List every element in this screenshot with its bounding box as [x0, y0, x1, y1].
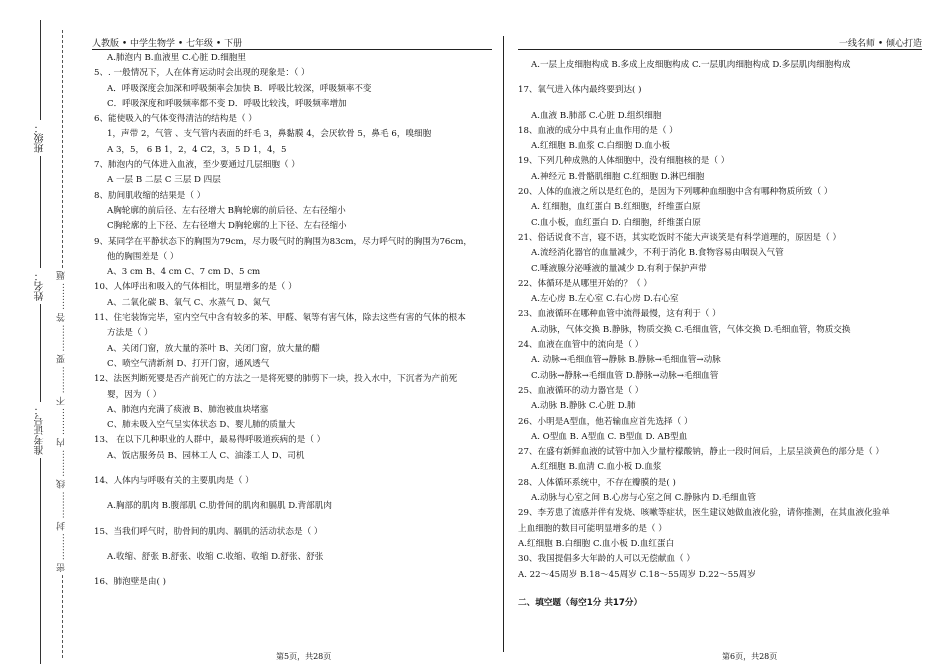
question-line: 16、肺泡壁是由( ): [94, 577, 166, 588]
question-line: 10、人体呼出和吸入的气体相比，明显增多的是（ ）: [94, 282, 297, 293]
question-line: A、饭店服务员 B、园林工人 C、油漆工人 D、司机: [107, 450, 305, 461]
section-heading: 二、填空题（每空1分 共17分）: [518, 597, 643, 608]
spacer: [518, 583, 918, 596]
question-line: 7、肺泡内的气体进入血液，至少要通过几层细胞（ ）: [94, 160, 300, 171]
question-line: 27、在盛有新鲜血液的试管中加入少量柠檬酸钠，静止一段时间后，上层呈淡黄色的部分是（ ）: [518, 447, 885, 458]
question-line: 26、小明是A型血，他若输血应首先选择（ ）: [518, 416, 693, 427]
class-label: 班级：: [33, 120, 48, 156]
question-line: A.红细胞 B.血浆 C.白细胞 D.血小板: [531, 141, 671, 152]
question-line: C．呼吸深度和呼吸频率都不变 D．呼吸比较浅，呼吸频率增加: [107, 98, 347, 109]
question-line: A、肺泡内充满了痰液 B、肺泡被血块堵塞: [107, 404, 269, 415]
question-line: A．呼吸深度会加深和呼吸频率会加快 B．呼吸比较深，呼吸频率不变: [107, 83, 372, 94]
question-line: A胸轮廓的前后径、左右径增大 B胸轮廓的前后径、左右径缩小: [107, 205, 346, 216]
binding-gutter: [0, 0, 78, 672]
page-number-left: 第5页，共28页: [276, 652, 332, 661]
question-line: A.动脉，气体交换 B.静脉，物质交换 C.毛细血管，气体交换 D.毛细血管，物质交换: [531, 324, 851, 335]
question-line: A. 动脉→毛细血管→静脉 B.静脉→毛细血管→动脉: [531, 355, 721, 366]
question-line: 25、血液循环的动力器官是（ ）: [518, 385, 644, 396]
question-line: 24、血液在血管中的流向是（ ）: [518, 340, 644, 351]
question-line: 29、李芳患了流感并伴有发烧、咳嗽等症状，医生建议她做血液化验，请你推测，在其血液化验单: [518, 508, 890, 519]
question-line: A、二氧化碳 B、氧气 C、水蒸气 D、氮气: [107, 297, 271, 308]
spacer: [94, 540, 492, 550]
header-right: 一线名师 • 倾心打造: [518, 36, 922, 50]
column-divider: [503, 36, 504, 652]
question-line: A、3 cm B、4 cm C、7 cm D、5 cm: [107, 267, 261, 278]
question-line: 1，声带 2，气管 、支气管内表面的纤毛 3，鼻黏膜 4，会厌软骨 5，鼻毛 6，嗅细胞: [107, 129, 432, 140]
question-line: A.收缩、舒张 B.舒张、收缩 C.收缩、收缩 D.舒张、舒张: [107, 551, 324, 562]
spacer: [518, 99, 918, 109]
question-line: A.流经消化器官的血量减少，不利于消化 B.食物容易由咽误入气管: [531, 248, 784, 259]
question-line: 28、人体循环系统中，不存在瓣膜的是( ): [518, 477, 676, 488]
question-line: 11、住宅装饰完毕，室内空气中含有较多的苯、甲醛、氡等有害气体，除去这些有害的气体的根本: [94, 313, 466, 324]
seal-marks: 密 ……… 封 ……… 线 ……… 内 ……… 不 ……… 要 ……… 答 ……… 题: [55, 268, 68, 575]
name-label: 姓名：: [33, 268, 48, 304]
question-line: A. 红细胞，血红蛋白 B.红细胞，纤维蛋白原: [531, 202, 701, 213]
question-line: 20、人体的血液之所以是红色的，是因为下列哪种血细胞中含有哪种物质所致（ ）: [518, 187, 833, 198]
question-line: A.血液 B.肺部 C.心脏 D.组织细胞: [531, 110, 662, 121]
question-line: A.肺泡内 B.血液里 C.心脏 D.细胞里: [107, 53, 247, 63]
question-line: 6、能使吸入的气体变得清洁的结构是（ ）: [94, 114, 257, 125]
question-line: 9、某同学在平静状态下的胸围为79cm，尽力吸气时的胸围为83cm，尽力呼气时的胸围为76cm，: [94, 236, 472, 247]
question-line: 21、俗话说食不言，寝不语，其实吃饭时不能大声谈笑是有科学道理的，原因是（ ）: [518, 232, 842, 243]
question-line: 婴，因为（ ）: [107, 389, 162, 400]
question-line: 22、体循环是从哪里开始的？（ ）: [518, 278, 652, 289]
question-line: A. O型血 B. A型血 C. B型血 D. AB型血: [531, 431, 688, 442]
question-line: C、肺未吸入空气呈实体状态 D、婴儿肺的质量大: [107, 420, 296, 431]
question-line: C.动脉→静脉→毛细血管 D.静脉→动脉→毛细血管: [531, 370, 719, 381]
exam-number-label: 准考证号：: [33, 402, 48, 458]
question-line: C.唾液腺分泌唾液的量减少 D.有利于保护声带: [531, 263, 707, 274]
spacer: [94, 464, 492, 474]
question-line: 他的胸围差是（ ）: [107, 251, 179, 262]
spacer: [94, 515, 492, 525]
question-line: 18、血液的成分中具有止血作用的是（ ）: [518, 125, 678, 136]
question-line: A. 22～45周岁 B.18～45周岁 C.18～55周岁 D.22～55周岁: [518, 569, 756, 580]
question-line: A.动脉与心室之间 B.心房与心室之间 C.静脉内 D.毛细血管: [531, 493, 756, 504]
spacer: [94, 565, 492, 575]
question-line: C.血小板，血红蛋白 D. 白细胞，纤维蛋白原: [531, 217, 701, 228]
question-line: A 3，5， 6 B 1，2，4 C2，3，5 D 1，4，5: [107, 144, 287, 155]
question-line: C、喷空气清新剂 D、打开门窗，通风透气: [107, 358, 270, 369]
question-line: 上血细胞的数目可能明显增多的是（ ）: [518, 523, 667, 534]
spacer: [94, 489, 492, 499]
question-line: 23、血液循环在哪种血管中流得最慢，这有利于（ ）: [518, 309, 721, 320]
question-line: 15、当我们呼气时，肋骨间的肌肉、膈肌的活动状态是（ ）: [94, 526, 323, 537]
header-left: 人教版 • 中学生物学 • 七年级 • 下册: [92, 36, 492, 50]
question-line: A.神经元 B.骨骼肌细胞 C.红细胞 D.淋巴细胞: [531, 171, 705, 182]
question-line: 17、氧气进入体内最终要到达( ): [518, 85, 642, 96]
question-line: 14、人体内与呼吸有关的主要肌肉是（ ）: [94, 476, 254, 487]
question-line: 8、肋间肌收缩的结果是（ ）: [94, 190, 206, 201]
question-line: 30、我国提倡多大年龄的人可以无偿献血（ ）: [518, 554, 695, 565]
gutter-line: [40, 20, 41, 664]
question-line: 5、. 一般情况下，人在体育运动时会出现的现象是：（ ）: [94, 68, 310, 79]
question-line: A 一层 B 二层 C 三层 D 四层: [107, 175, 221, 186]
question-line: A.红细胞 B.血清 C.血小板 D.血浆: [531, 462, 662, 473]
spacer: [518, 73, 918, 83]
question-line: A.一层上皮细胞构成 B.多成上皮细胞构成 C.一层肌肉细胞构成 D.多层肌肉细胞构成: [531, 60, 851, 70]
right-column: [518, 58, 918, 611]
question-line: C胸轮廓的上下径、左右径增大 D胸轮廓的上下径、左右径缩小: [107, 221, 347, 232]
question-line: A.胸部的肌肉 B.腹部肌 C.肋骨间的肌肉和膈肌 D.背部肌肉: [107, 501, 332, 512]
question-line: A.红细胞 B.白细胞 C.血小板 D.血红蛋白: [518, 538, 675, 549]
page-number-right: 第6页，共28页: [722, 652, 778, 661]
question-line: 12、法医判断死婴是否产前死亡的方法之一是将死婴的肺剪下一块，投入水中，下沉者为产前死: [94, 374, 458, 385]
question-line: A、关闭门窗，放大量的茶叶 B、关闭门窗，放大量的醋: [107, 343, 320, 354]
question-line: A.动脉 B.静脉 C.心脏 D.肺: [531, 401, 636, 412]
question-line: 19、下列几种成熟的人体细胞中，没有细胞核的是（ ）: [518, 156, 730, 167]
question-line: 13、 在以下几种职业的人群中，最易得呼吸道疾病的是（ ）: [94, 435, 326, 446]
left-column: [94, 51, 492, 591]
question-line: A.左心房 B.左心室 C.右心房 D.右心室: [531, 294, 679, 305]
question-line: 方法是（ ）: [107, 328, 153, 339]
